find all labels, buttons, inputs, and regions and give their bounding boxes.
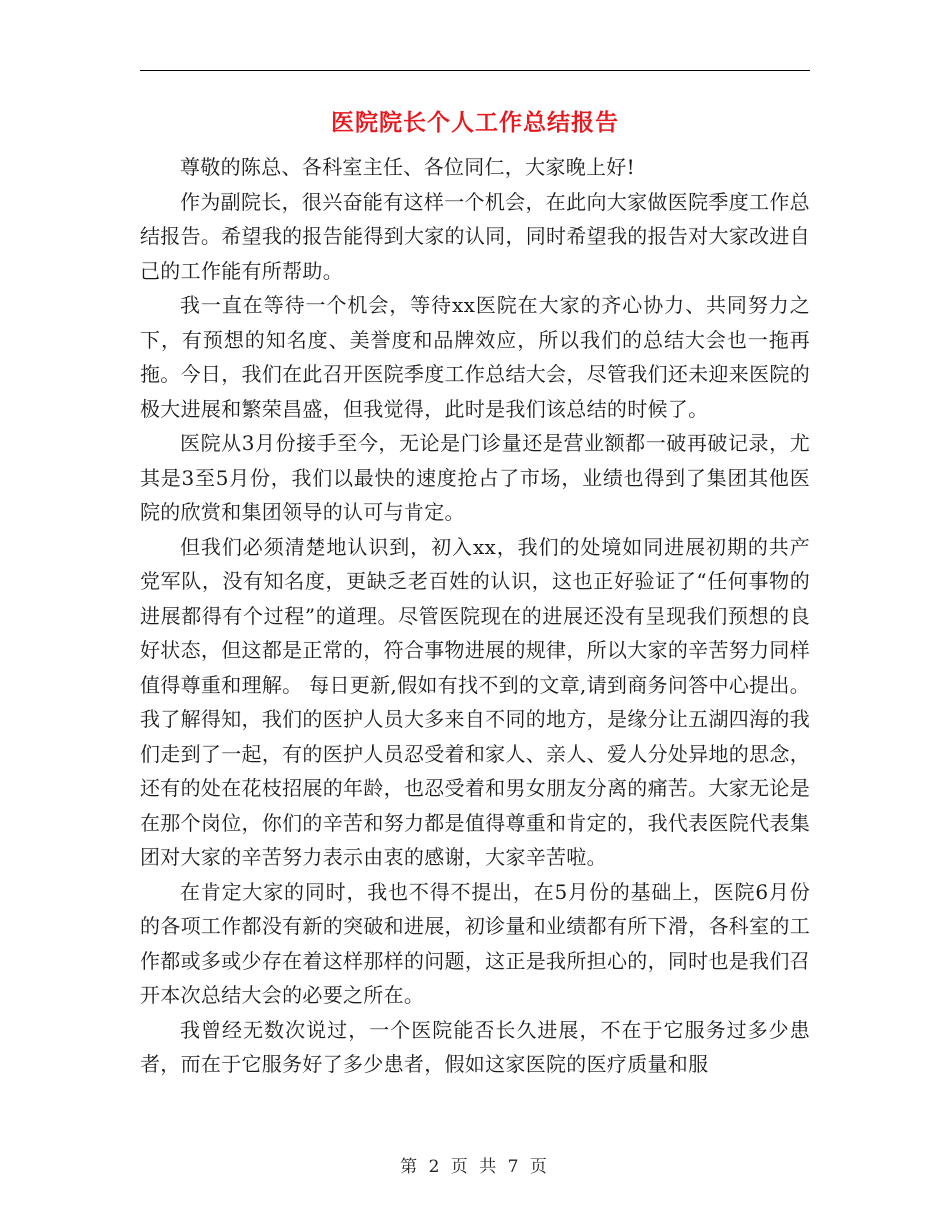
document-title: 医院院长个人工作总结报告 bbox=[331, 109, 619, 136]
paragraph-greeting: 尊敬的陈总、各科室主任、各位同仁，大家晚上好! bbox=[180, 155, 635, 179]
paragraph-problems: 在肯定大家的同时，我也不得不提出，在5月份的基础上，医院6月份的各项工作都没有新的突破和进展，初诊量和业绩都有所下滑，各科室的工作都或多或少存在着这样那样的问题，这正是我所担心的，同时也是我们召开本次总结大会的必要之所在。 bbox=[140, 879, 810, 1007]
paragraph-challenges: 但我们必须清楚地认识到，初入xx，我们的处境如同进展初期的共产党军队，没有知名度，更缺乏老百姓的认识，这也正好验证了“任何事物的进展都得有个过程”的道理。尽管医院现在的进展还没有呈现我们预想的良好状态，但这都是正常的，符合事物进展的规律，所以大家的辛苦努力同样值得尊重和理解。 每日更新,假如有找不到的文章,请到商务问答中心提出。我了解得知，我们的医护人员大多来自不同的地方，是缘分让五湖四海的我们走到了一起，有的医护人员忍受着和家人、亲人、爱人分处异地的思念，还有的处在花枝招展的年龄，也忍受着和男女朋友分离的痛苦。大家无论是在那个岗位，你们的辛苦和努力都是值得尊重和肯定的，我代表医院代表集团对大家的辛苦努力表示由衷的感谢，大家辛苦啦。 bbox=[140, 534, 810, 869]
page-number: 第 2 页 共 7 页 bbox=[400, 1157, 550, 1177]
paragraph-intro: 作为副院长，很兴奋能有这样一个机会，在此向大家做医院季度工作总结报告。希望我的报告能得到大家的认同，同时希望我的报告对大家改进自己的工作能有所帮助。 bbox=[140, 189, 810, 283]
paragraph-results: 医院从3月份接手至今，无论是门诊量还是营业额都一破再破记录，尤其是3至5月份，我们以最快的速度抢占了市场，业绩也得到了集团其他医院的欣赏和集团领导的认可与肯定。 bbox=[140, 431, 810, 524]
paragraph-quality: 我曾经无数次说过，一个医院能否长久进展，不在于它服务过多少患者，而在于它服务好了多少患者，假如这家医院的医疗质量和服 bbox=[140, 1017, 810, 1076]
paragraph-waiting: 我一直在等待一个机会，等待xx医院在大家的齐心协力、共同努力之下，有预想的知名度、美誉度和品牌效应，所以我们的总结大会也一拖再拖。今日，我们在此召开医院季度工作总结大会，尽管我们还未迎来医院的极大进展和繁荣昌盛，但我觉得，此时是我们该总结的时候了。 bbox=[140, 293, 810, 421]
document-body bbox=[140, 150, 810, 1082]
header-rule bbox=[140, 70, 810, 71]
